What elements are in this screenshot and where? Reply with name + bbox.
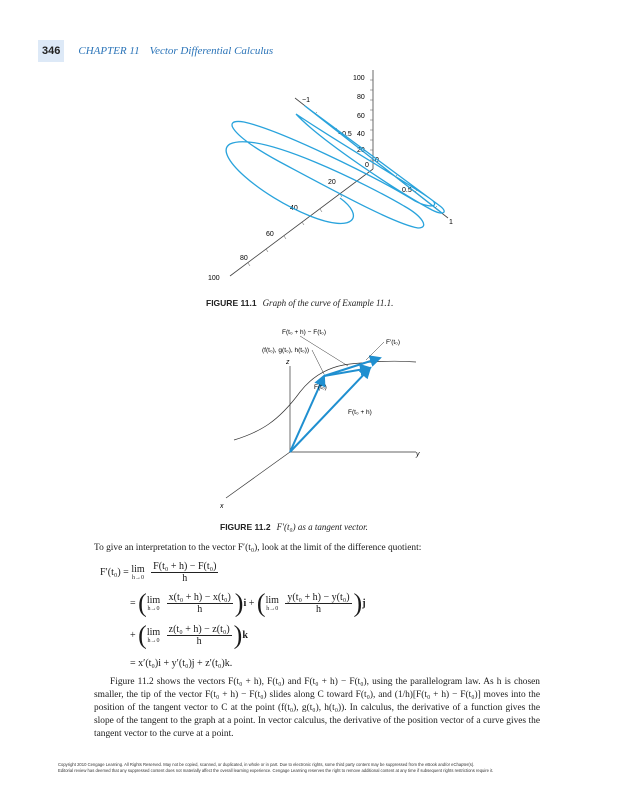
z-tick: 80 (357, 94, 365, 101)
figure-11-1-caption (206, 298, 393, 308)
curve-c (234, 361, 416, 440)
z-tick: 60 (357, 113, 365, 120)
figure-11-2-caption (220, 522, 368, 532)
label-deriv: F′(t₀) (386, 339, 401, 346)
axis-y-label: y (416, 451, 420, 458)
figure-11-1 (190, 66, 480, 288)
label-f: F(t₀) (314, 384, 327, 391)
x-tick: 40 (290, 205, 298, 212)
equation-line-3: + ( lim h→0 $\frac{\text{z(t₀ + h) − z(t₀)}}{h}$ )k (130, 620, 248, 650)
page-number: 346 (38, 40, 64, 62)
chapter-title: Vector Differential Calculus (149, 45, 274, 57)
intro-paragraph: To give an interpretation to the vector F′(t₀), look at the limit of the difference quotient: (94, 543, 422, 553)
caption-text: Graph of the curve of Example 11.1. (262, 298, 394, 308)
footer-line-1: Copyright 2010 Cengage Learning. All Rights Reserved. May not be copied, scanned, or duplicated, in whole or in part. Due to electronic rights, some third party content may be suppressed from the eBook and/or eChapter(s). (58, 762, 475, 767)
z-tick: 0 (365, 162, 369, 169)
eq-lhs: F′(t₀) = (100, 566, 129, 578)
z-tick: 100 (353, 75, 365, 82)
figure-11-2 (220, 322, 450, 518)
label-fh: F(t₀ + h) (348, 409, 372, 416)
equation-line-2: = ( lim h→0 $\frac{\text{x(t₀ + h) − x(t₀)}}{h}$ )i + ( lim h→0 $\frac{\text{y(t₀ + h) − y(t₀)}}{h}$ )j (130, 588, 366, 618)
x-tick: 20 (328, 179, 336, 186)
y-tick: 1 (449, 219, 453, 226)
copyright-footer (58, 762, 568, 774)
axis-x-label: x (220, 503, 224, 510)
x-tick: 60 (266, 231, 274, 238)
y-tick: −1 (302, 97, 310, 104)
equation-line-4: = x′(t₀)i + y′(t₀)j + z′(t₀)k. (130, 658, 233, 669)
caption-label: FIGURE 11.2 (220, 522, 271, 532)
label-diff: F(t₀ + h) − F(t₀) (282, 329, 327, 336)
x-tick: 80 (240, 255, 248, 262)
body-paragraph: Figure 11.2 shows the vectors F(t₀ + h), F(t₀) and F(t₀ + h) − F(t₀), using the parallelogram law. As h is chosen smaller, the tip of the vector F(t₀ + h) − F(t₀) slides along C toward F(t₀), and (1/h)[F(t₀ + h) − F(t₀)] moves into the position of the tangent vector to C at the point (f(t₀), g(t₀), h(t₀)). In calculus, the derivative of a function gives the slope of the tangent to the graph at a point. In vector calculus, the derivative of the position vector of a curve gives the tangent vector to the curve at a point. (94, 677, 540, 739)
x-axis (230, 169, 373, 276)
y-tick: 0 (375, 157, 379, 164)
z-tick: 20 (357, 147, 365, 154)
y-tick: −0.5 (338, 131, 352, 138)
caption-label: FIGURE 11.1 (206, 298, 257, 308)
x-axis (226, 452, 290, 498)
z-tick: 40 (357, 131, 365, 138)
axis-z-label: z (286, 359, 290, 366)
equation-line-1: F′(t₀) = lim h→0 $\frac{\text{F(t₀ + h) − F(t₀)}}{h}$ (100, 561, 217, 584)
x-tick: 100 (208, 275, 220, 282)
label-point: (f(t₀), g(t₀), h(t₀)) (262, 347, 310, 354)
caption-text: F′(t₀) as a tangent vector. (276, 522, 368, 532)
page-header (38, 38, 273, 64)
chapter-label: CHAPTER 11 (78, 45, 140, 57)
footer-line-2: Editorial review has deemed that any suppressed content does not materially affect the overall learning experience. Cengage Learning reserves the right to remove additional content at any time if subsequent rights restrictions require it. (58, 768, 494, 773)
running-head (78, 45, 273, 57)
y-tick: 0.5 (402, 187, 412, 194)
helix-curve (226, 106, 444, 228)
vector-derivative (324, 358, 380, 376)
